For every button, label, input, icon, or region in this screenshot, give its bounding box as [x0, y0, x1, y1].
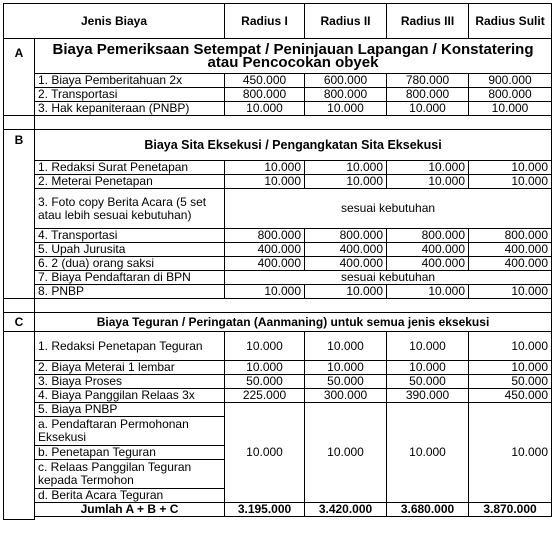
row-r2: 400.000 — [305, 243, 387, 257]
row-r2: 600.000 — [305, 74, 387, 88]
table-row — [4, 271, 552, 285]
table-row — [4, 257, 552, 271]
row-r2: 400.000 — [305, 257, 387, 271]
pnbp-label: 5. Biaya PNBP — [35, 403, 225, 417]
row-label: 2. Biaya Meterai 1 lembar — [35, 361, 225, 375]
row-r2: 300.000 — [305, 389, 387, 403]
row-r1: 10.000 — [225, 161, 305, 175]
row-r1: 400.000 — [225, 243, 305, 257]
table-row — [4, 243, 552, 257]
row-r1: 10.000 — [225, 285, 305, 299]
pnbp-r4: 10.000 — [469, 403, 552, 503]
row-r1: 10.000 — [225, 361, 305, 375]
table-row — [4, 229, 552, 243]
table-row — [4, 285, 552, 299]
pnbp-sub-item: d. Berita Acara Teguran — [35, 489, 225, 503]
row-r3: 50.000 — [387, 375, 469, 389]
row-r2: 50.000 — [305, 375, 387, 389]
row-r1: 225.000 — [225, 389, 305, 403]
row-r1: 50.000 — [225, 375, 305, 389]
section-a-title-row — [4, 39, 552, 74]
pnbp-r3: 10.000 — [387, 403, 469, 503]
pnbp-sub-item: a. Pendaftaran Permohonan Eksekusi — [35, 417, 225, 446]
row-r1: 400.000 — [225, 257, 305, 271]
row-r3: 390.000 — [387, 389, 469, 403]
header-jenis-biaya: Jenis Biaya — [4, 4, 225, 39]
row-r2: 800.000 — [305, 88, 387, 102]
row-r2: 10.000 — [305, 161, 387, 175]
row-r4: 400.000 — [469, 257, 552, 271]
row-r4: 10.000 — [469, 102, 552, 116]
header-radius-4: Radius Sulit — [469, 4, 552, 39]
pnbp-sub-item: c. Relaas Panggilan Teguran kepada Termohon — [35, 460, 225, 489]
section-c-title: Biaya Teguran / Peringatan (Aanmaning) untuk semua jenis eksekusi — [35, 313, 552, 332]
row-r2: 10.000 — [305, 285, 387, 299]
row-label: 3. Biaya Proses — [35, 375, 225, 389]
row-r3: 10.000 — [387, 175, 469, 189]
section-b-letter: B — [4, 130, 35, 299]
row-r1: 10.000 — [225, 175, 305, 189]
total-label: Jumlah A + B + C — [35, 503, 225, 517]
total-r2: 3.420.000 — [305, 503, 387, 517]
table-row — [4, 161, 552, 175]
row-label: 1. Biaya Pemberitahuan 2x — [35, 74, 225, 88]
table-row — [4, 361, 552, 375]
row-r3: 10.000 — [387, 332, 469, 361]
row-r4: 400.000 — [469, 243, 552, 257]
row-r3: 400.000 — [387, 243, 469, 257]
row-r3: 780.000 — [387, 74, 469, 88]
table-row — [4, 403, 552, 417]
row-r4: 10.000 — [469, 332, 552, 361]
row-label: 3. Hak kepaniteraan (PNBP) — [35, 102, 225, 116]
row-r1: 10.000 — [225, 102, 305, 116]
row-r1: 800.000 — [225, 229, 305, 243]
section-c-letter: C — [4, 313, 35, 332]
section-c-title-row — [4, 313, 552, 332]
section-gap — [4, 299, 552, 313]
table-row — [4, 332, 552, 361]
row-label: 6. 2 (dua) orang saksi — [35, 257, 225, 271]
row-span-value: sesuai kebutuhan — [225, 189, 552, 229]
header-radius-3: Radius III — [387, 4, 469, 39]
row-r4: 10.000 — [469, 285, 552, 299]
row-label: 2. Meterai Penetapan — [35, 175, 225, 189]
row-r1: 800.000 — [225, 88, 305, 102]
total-r3: 3.680.000 — [387, 503, 469, 517]
total-r1: 3.195.000 — [225, 503, 305, 517]
table-row — [4, 375, 552, 389]
row-label: 3. Foto copy Berita Acara (5 set atau lebih sesuai kebutuhan) — [35, 189, 225, 229]
row-r2: 10.000 — [305, 361, 387, 375]
header-radius-2: Radius II — [305, 4, 387, 39]
row-r2: 10.000 — [305, 102, 387, 116]
row-r4: 50.000 — [469, 375, 552, 389]
row-label: 5. Upah Jurusita — [35, 243, 225, 257]
table-row — [4, 389, 552, 403]
row-label: 1. Redaksi Penetapan Teguran — [35, 332, 225, 361]
row-r3: 10.000 — [387, 285, 469, 299]
row-r1: 10.000 — [225, 332, 305, 361]
header-row — [4, 4, 552, 39]
table-row — [4, 74, 552, 88]
pnbp-r2: 10.000 — [305, 403, 387, 503]
row-r4: 900.000 — [469, 74, 552, 88]
row-r4: 10.000 — [469, 175, 552, 189]
row-label: 4. Transportasi — [35, 229, 225, 243]
row-r3: 10.000 — [387, 361, 469, 375]
row-r2: 10.000 — [305, 175, 387, 189]
total-r4: 3.870.000 — [469, 503, 552, 517]
row-r3: 800.000 — [387, 88, 469, 102]
row-r3: 10.000 — [387, 161, 469, 175]
row-label: 4. Biaya Panggilan Relaas 3x — [35, 389, 225, 403]
row-r3: 800.000 — [387, 229, 469, 243]
section-b-title-row — [4, 130, 552, 161]
row-r4: 800.000 — [469, 229, 552, 243]
row-label: 1. Redaksi Surat Penetapan — [35, 161, 225, 175]
row-r4: 800.000 — [469, 88, 552, 102]
table-row — [4, 175, 552, 189]
section-b-title: Biaya Sita Eksekusi / Pengangkatan Sita Eksekusi — [35, 130, 552, 161]
section-c-left-blank — [4, 332, 35, 520]
row-r2: 10.000 — [305, 332, 387, 361]
fee-table — [3, 3, 552, 520]
row-r3: 400.000 — [387, 257, 469, 271]
row-r2: 800.000 — [305, 229, 387, 243]
pnbp-r1: 10.000 — [225, 403, 305, 503]
section-a-letter: A — [4, 39, 35, 116]
section-gap — [4, 116, 552, 130]
section-a-title: Biaya Pemeriksaan Setempat / Peninjauan Lapangan / Konstatering atau Pencocokan obyek — [35, 39, 552, 74]
bottom-spacer-row — [4, 517, 552, 520]
total-row — [4, 503, 552, 517]
row-r4: 450.000 — [469, 389, 552, 403]
table-row — [4, 102, 552, 116]
row-r4: 10.000 — [469, 361, 552, 375]
row-r1: 450.000 — [225, 74, 305, 88]
pnbp-sub-item: b. Penetapan Teguran — [35, 446, 225, 460]
header-radius-1: Radius I — [225, 4, 305, 39]
table-row — [4, 189, 552, 229]
row-label: 7. Biaya Pendaftaran di BPN — [35, 271, 225, 285]
row-span-value: sesuai kebutuhan — [225, 271, 552, 285]
table-row — [4, 88, 552, 102]
row-r4: 10.000 — [469, 161, 552, 175]
row-r3: 10.000 — [387, 102, 469, 116]
row-label: 2. Transportasi — [35, 88, 225, 102]
row-label: 8. PNBP — [35, 285, 225, 299]
